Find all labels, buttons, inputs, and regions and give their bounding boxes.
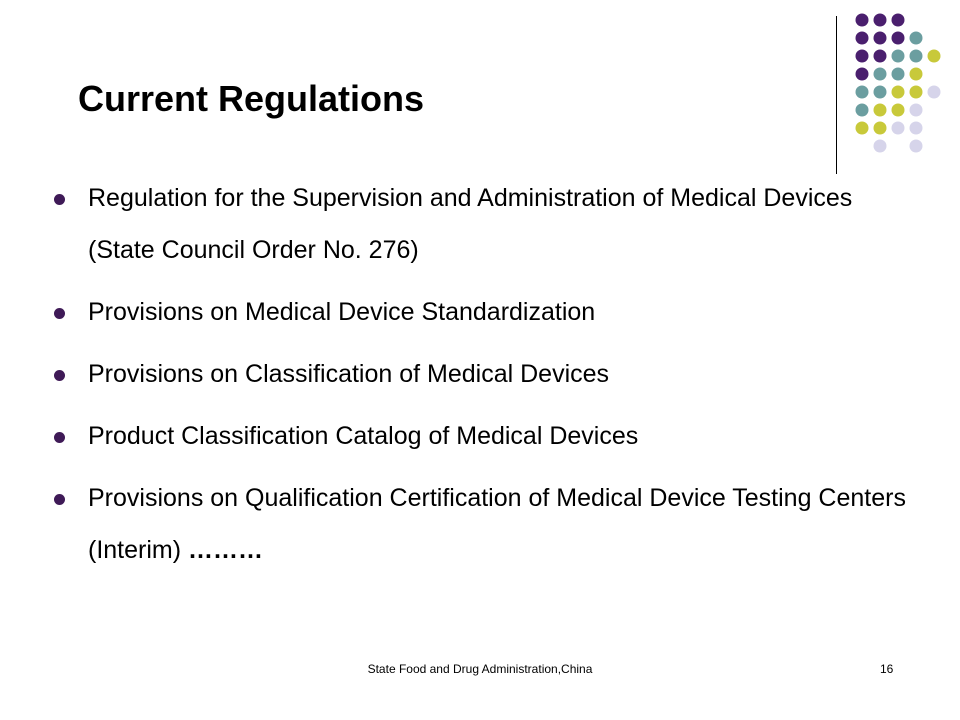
slide-title: Current Regulations — [78, 78, 425, 119]
decorative-dot — [910, 50, 923, 63]
decorative-dot — [892, 86, 905, 99]
bullet-item — [54, 172, 924, 276]
decorative-dot — [856, 32, 869, 45]
decorative-dot — [874, 32, 887, 45]
decorative-dot — [892, 122, 905, 135]
bullet-icon — [54, 308, 65, 319]
bullet-text: Provisions on Medical Device Standardization — [88, 298, 596, 326]
decorative-dot — [856, 14, 869, 27]
decorative-dot — [892, 104, 905, 117]
bullet-text: Provisions on Classification of Medical Devices — [88, 360, 610, 388]
page-number: 16 — [880, 662, 894, 676]
decorative-dot — [874, 104, 887, 117]
bullet-text: Regulation for the Supervision and Administration of Medical Devices (State Council Order No. 276) — [88, 184, 853, 264]
decorative-dot — [856, 122, 869, 135]
footer-source: State Food and Drug Administration,China — [367, 662, 593, 676]
bullet-icon — [54, 194, 65, 205]
decorative-dot — [910, 140, 923, 153]
bullet-item — [54, 286, 924, 338]
bullet-icon — [54, 370, 65, 381]
decorative-dot — [856, 86, 869, 99]
decorative-dot — [892, 68, 905, 81]
bullet-list — [54, 172, 924, 576]
decorative-dot — [874, 50, 887, 63]
decorative-dot — [928, 50, 941, 63]
bullet-icon — [54, 494, 65, 505]
decorative-dot — [910, 122, 923, 135]
bullet-item — [54, 410, 924, 462]
decorative-dot — [856, 104, 869, 117]
decorative-dot — [910, 86, 923, 99]
decorative-dot — [874, 14, 887, 27]
decorative-dot — [892, 14, 905, 27]
decorative-dot — [910, 32, 923, 45]
decorative-dot — [892, 32, 905, 45]
bullet-item — [54, 472, 924, 576]
bullet-icon — [54, 432, 65, 443]
decorative-dot — [874, 122, 887, 135]
bullet-item — [54, 348, 924, 400]
decorative-dot — [892, 50, 905, 63]
ellipsis-text: ……… — [188, 536, 263, 564]
bullet-text: Provisions on Qualification Certification of Medical Device Testing Centers (Interim) — [88, 484, 906, 564]
bullet-text: Product Classification Catalog of Medical Devices — [88, 422, 639, 450]
decorative-dot — [856, 50, 869, 63]
decorative-dot — [856, 68, 869, 81]
decorative-dot — [874, 68, 887, 81]
decorative-dot-grid — [0, 0, 960, 180]
decorative-dot — [874, 86, 887, 99]
decorative-dot — [928, 86, 941, 99]
decorative-dot — [910, 68, 923, 81]
decorative-dot — [910, 104, 923, 117]
decorative-dot — [874, 140, 887, 153]
